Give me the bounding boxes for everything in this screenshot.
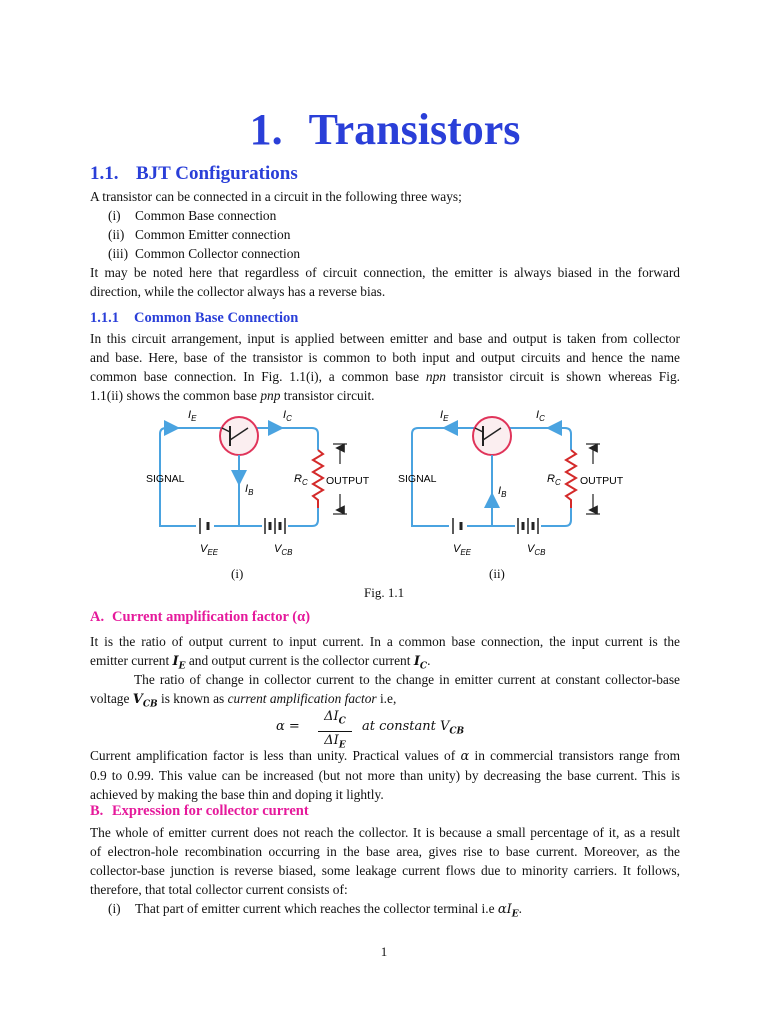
section-a-title: Current amplification factor (α) — [112, 609, 311, 625]
collector-current-list — [108, 899, 522, 925]
section-b-label: B. — [90, 803, 104, 819]
equation-denominator: $\Delta I_E$ — [324, 732, 346, 751]
ic-label: $I_C$ — [536, 409, 545, 423]
ib-label: $I_B$ — [245, 483, 254, 497]
paragraph-line: In this circuit arrangement, input is applied between emitter and base and output is taken from collector — [90, 331, 680, 346]
subsection-number: 1.1.1 — [90, 310, 119, 326]
equation-numerator: $\Delta I_C$ — [318, 708, 352, 732]
section-b-paragraph — [90, 823, 680, 899]
paragraph-line: It is the ratio of output current to input current. In a common base connection, the input current is the — [90, 634, 680, 649]
ie-label: $I_E$ — [440, 409, 449, 423]
vcb-symbol: $V_{CB}$ — [132, 692, 158, 710]
paragraph-line — [90, 746, 680, 766]
equation-rhs: at constant $V_{CB}$ — [362, 719, 465, 737]
ic-symbol: $I_C$ — [413, 654, 428, 672]
intro-paragraph — [90, 187, 680, 206]
text-run: common base connection. In Fig. 1.1(i), a common base — [90, 369, 426, 384]
vee-label: $V_{EE}$ — [453, 543, 472, 557]
rc-label: $R_C$ — [294, 473, 308, 487]
circuit-npn — [146, 409, 370, 557]
text-run: transistor circuit is shown whereas Fig. — [446, 369, 680, 384]
chapter-number: 1. — [249, 105, 283, 154]
list-item-label: (i) — [108, 901, 121, 916]
connection-list — [108, 206, 300, 263]
section-heading — [90, 162, 298, 186]
list-item-text: Common Emitter connection — [135, 227, 291, 242]
list-item-end: . — [518, 901, 523, 916]
text-run: . — [427, 653, 431, 668]
list-item-text: That part of emitter current which reaches the collector terminal i.e — [135, 901, 498, 916]
text-run: 1.1(ii) shows the common base — [90, 388, 261, 403]
intro-text: A transistor can be connected in a circuit in the following three ways; — [90, 189, 462, 204]
ib-label: $I_B$ — [498, 485, 507, 499]
alpha-ie-symbol: $\alpha I_E$ — [497, 902, 519, 920]
text-run: and output current is the collector current — [185, 653, 414, 668]
paragraph-line: therefore, that total collector current consists of: — [90, 882, 348, 897]
text-run: is known as — [157, 691, 228, 706]
signal-label: SIGNAL — [146, 473, 185, 485]
paragraph-line — [90, 386, 680, 405]
paragraph-line: achieved by making the base thin and doping it lightly. — [90, 787, 384, 802]
sub-caption-ii: (ii) — [489, 566, 505, 581]
output-label: OUTPUT — [580, 475, 624, 487]
text-run: Current amplification factor is less than unity. Practical values of — [90, 748, 461, 763]
paragraph-line: It may be noted here that regardless of circuit connection, the emitter is always biased in the forward — [90, 265, 680, 280]
list-item-label: (i) — [108, 208, 121, 223]
list-item-label: (ii) — [108, 227, 125, 242]
paragraph-line: and base. Here, base of the transistor is common to both input and output circuits and hence the name — [90, 350, 680, 365]
rc-label: $R_C$ — [547, 473, 561, 487]
list-item — [108, 225, 300, 244]
list-item-text: Common Base connection — [135, 208, 277, 223]
list-item — [108, 899, 522, 925]
bias-note-paragraph — [90, 263, 680, 301]
subsection-title: Common Base Connection — [134, 310, 299, 326]
text-run: voltage — [90, 691, 133, 706]
paragraph-line — [90, 367, 680, 386]
section-a-heading — [90, 609, 310, 626]
vee-label: $V_{EE}$ — [200, 543, 219, 557]
section-b-title: Expression for collector current — [112, 803, 309, 819]
paragraph-line: collector-base junction is reverse biased, some leakage current flows due to minority carriers. It follows, — [90, 863, 680, 878]
text-run: i.e, — [376, 691, 397, 706]
paragraph-line: 0.9 to 0.99. This value can be increased (but not more than unity) by decreasing the base current. This is — [90, 768, 680, 783]
signal-label: SIGNAL — [398, 473, 437, 485]
chapter-title-text: Transistors — [308, 105, 521, 154]
current-amplification-term: current amplification factor — [227, 691, 377, 706]
section-number: 1.1. — [90, 163, 119, 184]
alpha-symbol: α — [460, 749, 470, 764]
npn-term: npn — [425, 369, 446, 384]
alpha-equation — [90, 708, 680, 751]
ie-label: $I_E$ — [188, 409, 197, 423]
vcb-label: $V_{CB}$ — [527, 543, 546, 557]
output-label: OUTPUT — [326, 475, 370, 487]
common-base-paragraph — [90, 329, 680, 405]
paragraph-line: The whole of emitter current does not reach the collector. It is because a small percentage of it, as a result — [90, 825, 680, 840]
section-b-heading — [90, 803, 309, 820]
ie-symbol: $I_E$ — [172, 654, 186, 672]
equation-lhs: α = — [276, 719, 300, 734]
circuit-pnp — [398, 409, 624, 557]
text-run: transistor circuit. — [280, 388, 375, 403]
paragraph-line: The ratio of change in collector current to the change in emitter current at constant collector-base — [134, 672, 680, 687]
subsection-heading — [90, 310, 298, 327]
figure-1-1 — [0, 404, 768, 604]
list-item — [108, 244, 300, 263]
figure-caption: Fig. 1.1 — [364, 585, 405, 600]
chapter-title — [90, 104, 680, 156]
list-item-text: Common Collector connection — [135, 246, 301, 261]
pnp-term: pnp — [260, 388, 281, 403]
section-title: BJT Configurations — [136, 163, 298, 184]
section-a-label: A. — [90, 609, 105, 625]
paragraph-line: of electron-hole recombination occurring in the base area, gives rise to base current. Moreover, as the — [90, 844, 680, 859]
page-number: 1 — [380, 944, 388, 959]
section-a-paragraph-3 — [90, 746, 680, 804]
list-item-label: (iii) — [108, 246, 129, 261]
text-run: emitter current — [90, 653, 173, 668]
list-item — [108, 206, 300, 225]
text-run: in commercial transistors range from — [469, 748, 680, 763]
paragraph-line: direction, while the collector always has a reverse bias. — [90, 284, 386, 299]
ic-label: $I_C$ — [283, 409, 292, 423]
vcb-label: $V_{CB}$ — [274, 543, 293, 557]
sub-caption-i: (i) — [231, 566, 244, 581]
